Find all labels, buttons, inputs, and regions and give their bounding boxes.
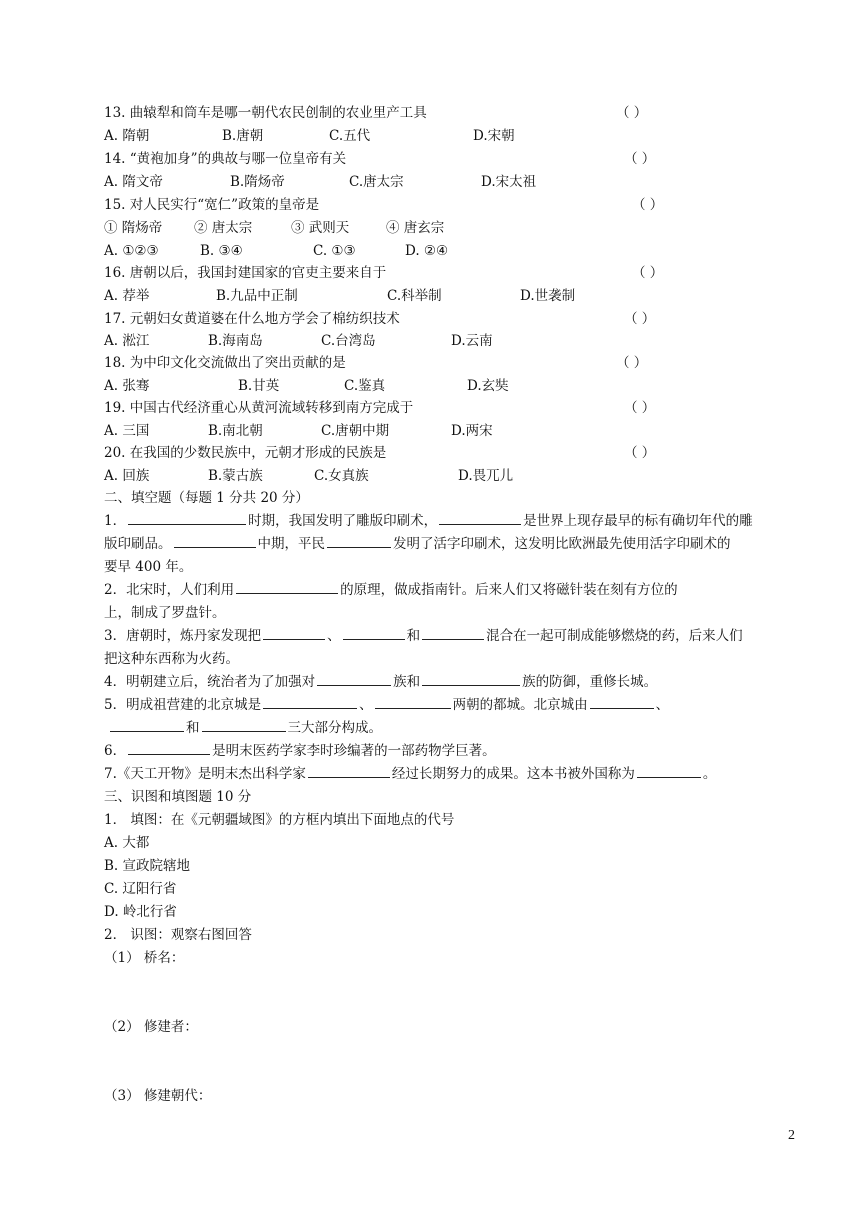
option: D.玄奘 — [467, 378, 509, 394]
option: D.云南 — [451, 333, 493, 349]
fill-text: 是世界上现存最早的标有确切年代的雕 — [523, 513, 753, 529]
option: B. ③④ — [200, 243, 243, 259]
fill-item-3 — [104, 625, 800, 671]
fill-text: 5．明成祖营建的北京城是 — [104, 697, 262, 713]
option: C.科举制 — [387, 288, 442, 304]
answer-blank[interactable] — [263, 694, 357, 709]
question-16-stem: 16. 唐朝以后，我国封建国家的官吏主要来自于 — [104, 265, 387, 281]
fill-text: 两朝的都城。北京城由 — [452, 697, 588, 713]
answer-blank[interactable] — [637, 763, 701, 778]
fill-text: 、 — [655, 697, 670, 713]
option: A. ①②③ — [104, 243, 159, 259]
option: C.台湾岛 — [321, 333, 376, 349]
place-item: B. 宣政院辖地 — [104, 858, 191, 874]
option: D.两宋 — [451, 423, 493, 439]
option: A. 淞江 — [104, 333, 150, 349]
fill-item-4 — [104, 671, 800, 694]
answer-blank[interactable] — [263, 625, 325, 640]
question-13-stem: 13. 曲辕犁和筒车是哪一朝代农民创制的农业里产工具 — [104, 105, 427, 121]
fill-text: 族和 — [393, 674, 421, 690]
answer-blank[interactable] — [422, 625, 484, 640]
place-item: C. 辽阳行省 — [104, 881, 177, 897]
question-15-stem: 15. 对人民实行“宽仁”政策的皇帝是 — [104, 197, 320, 213]
question-17-stem: 17. 元朝妇女黄道婆在什么地方学会了棉纺织技术 — [104, 311, 400, 327]
fill-text: 7.《天工开物》是明末杰出科学家 — [104, 766, 306, 782]
answer-blank[interactable] — [439, 510, 521, 525]
option: ④ 唐玄宗 — [386, 220, 445, 236]
sub-question-bridge-name: （1） 桥名： — [104, 950, 185, 966]
option: B.九品中正制 — [216, 288, 298, 304]
option: A. 三国 — [104, 423, 150, 439]
fill-text: 4．明朝建立后，统治者为了加强对 — [104, 674, 316, 690]
question-19-stem: 19. 中国古代经济重心从黄河流域转移到南方完成于 — [104, 400, 414, 416]
option: D.宋朝 — [473, 128, 515, 144]
place-item: A. 大都 — [104, 835, 150, 851]
option: C.唐太宗 — [349, 174, 404, 190]
option: ① 隋炀帝 — [104, 220, 163, 236]
answer-blank[interactable] — [236, 579, 338, 594]
map-question: 1． 填图：在《元朝疆域图》的方框内填出下面地点的代号 — [104, 812, 455, 828]
fill-text: 2．北宋时，人们利用 — [104, 582, 235, 598]
fill-text: 中期，平民 — [257, 536, 325, 552]
answer-blank[interactable] — [174, 533, 256, 548]
option: B.唐朝 — [222, 128, 264, 144]
option: B.海南岛 — [208, 333, 263, 349]
answer-blank[interactable] — [317, 671, 391, 686]
option: C.鉴真 — [344, 378, 386, 394]
fill-text: 把这种东西称为火药。 — [104, 651, 239, 667]
answer-paren: （ ） — [624, 311, 656, 327]
fill-item-2 — [104, 579, 800, 625]
fill-text: 。 — [702, 766, 717, 782]
answer-paren: （ ） — [624, 445, 656, 461]
answer-blank[interactable] — [308, 763, 390, 778]
fill-text: 混合在一起可制成能够燃烧的药，后来人们 — [486, 628, 743, 644]
answer-blank[interactable] — [128, 740, 210, 755]
option: D.畏兀儿 — [458, 468, 514, 484]
answer-paren: （ ） — [624, 400, 656, 416]
question-20-stem: 20. 在我国的少数民族中，元朝才形成的民族是 — [104, 445, 387, 461]
option: A. 隋朝 — [104, 128, 150, 144]
answer-blank[interactable] — [202, 717, 286, 732]
option: A. 荐举 — [104, 288, 150, 304]
option: B.甘英 — [238, 378, 280, 394]
fill-item-5 — [104, 694, 800, 740]
fill-item-6 — [104, 740, 800, 763]
answer-paren: （ ） — [616, 355, 648, 371]
option: B.蒙古族 — [208, 468, 263, 484]
option: B.隋炀帝 — [230, 174, 285, 190]
option: C.女真族 — [314, 468, 369, 484]
fill-text: 6． — [104, 743, 127, 759]
fill-text: 是明末医药学家李时珍编著的一部药物学巨著。 — [212, 743, 496, 759]
fill-text: 、 — [359, 697, 373, 713]
option: A. 张骞 — [104, 378, 150, 394]
page-number: 2 — [788, 1128, 795, 1143]
fill-item-1 — [104, 510, 800, 579]
fill-text: 经过长期努力的成果。这本书被外国称为 — [391, 766, 635, 782]
option: C.五代 — [329, 128, 371, 144]
option: D.宋太祖 — [481, 174, 537, 190]
answer-blank[interactable] — [343, 625, 405, 640]
answer-blank[interactable] — [327, 533, 391, 548]
fill-text: 上，制成了罗盘针。 — [104, 605, 226, 621]
sub-question-builder: （2） 修建者： — [104, 1019, 198, 1035]
fill-text: 要早 400 年。 — [104, 559, 193, 575]
answer-paren: （ ） — [624, 151, 656, 167]
fill-text: 和 — [186, 720, 200, 736]
question-18-stem: 18. 为中印文化交流做出了突出贡献的是 — [104, 355, 346, 371]
answer-blank[interactable] — [128, 510, 246, 525]
fill-text: 时期，我国发明了雕版印刷术， — [248, 513, 438, 529]
fill-text: 和 — [406, 628, 421, 644]
option: A. 回族 — [104, 468, 150, 484]
fill-text: 版印刷品。 — [104, 536, 172, 552]
fill-text: 、 — [327, 628, 341, 644]
option: C. ①③ — [313, 243, 356, 259]
option: A. 隋文帝 — [104, 174, 163, 190]
answer-blank[interactable] — [110, 717, 184, 732]
fill-text: 发明了活字印刷术，这发明比欧洲最先使用活字印刷术的 — [393, 536, 731, 552]
option: ② 唐太宗 — [194, 220, 253, 236]
answer-blank[interactable] — [375, 694, 451, 709]
answer-paren: （ ） — [632, 197, 664, 213]
option: D. ②④ — [405, 243, 449, 259]
image-question: 2． 识图：观察右图回答 — [104, 927, 252, 943]
fill-text: 族的防御，重修长城。 — [522, 674, 658, 690]
section-2-title: 二、填空题（每题 1 分共 20 分） — [104, 490, 309, 506]
fill-text: 三大部分构成。 — [287, 720, 382, 736]
answer-blank[interactable] — [422, 671, 520, 686]
answer-blank[interactable] — [590, 694, 654, 709]
place-item: D. 岭北行省 — [104, 904, 177, 920]
section-3-title: 三、识图和填图题 10 分 — [104, 789, 252, 805]
option: B.南北朝 — [208, 423, 263, 439]
answer-paren: （ ） — [632, 265, 664, 281]
fill-item-7 — [104, 763, 800, 786]
fill-text: 3．唐朝时，炼丹家发现把 — [104, 628, 262, 644]
option: C.唐朝中期 — [321, 423, 390, 439]
option: D.世袭制 — [520, 288, 576, 304]
answer-paren: （ ） — [616, 105, 648, 121]
fill-text: 的原理，做成指南针。后来人们又将磁针装在刻有方位的 — [340, 582, 678, 598]
option: ③ 武则天 — [291, 220, 350, 236]
sub-question-dynasty: （3） 修建朝代： — [104, 1088, 212, 1104]
question-14-stem: 14. “黄袍加身”的典故与哪一位皇帝有关 — [104, 151, 347, 167]
fill-text: 1． — [104, 513, 127, 529]
